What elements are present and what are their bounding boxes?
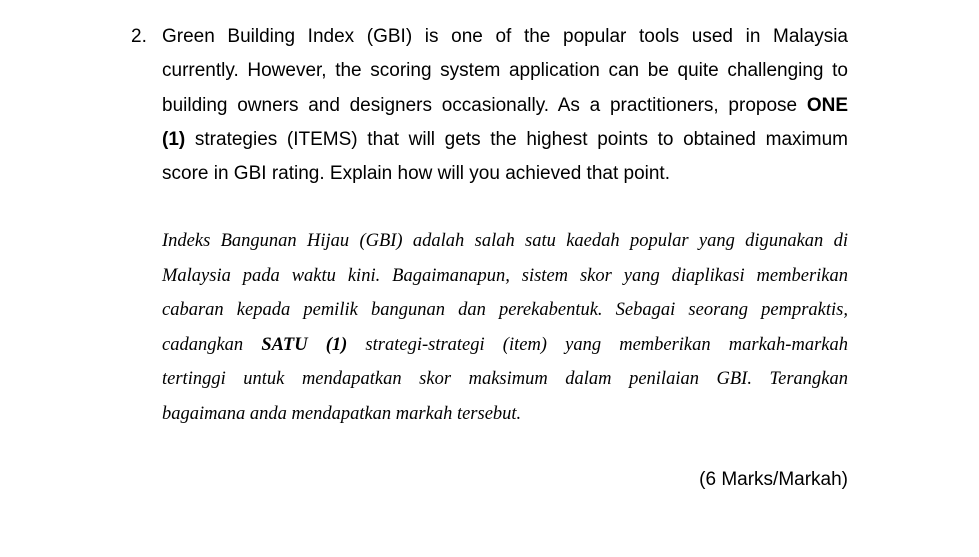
english-emphasis-count: (1): [162, 128, 186, 150]
question-text-malay: [162, 230, 848, 438]
malay-line-4-rest: strategi-strategi (item) yang memberikan markah-markah: [347, 334, 848, 355]
english-line-2: currently. However, the scoring system application can be quite challenging to: [162, 60, 848, 82]
question-number: 2.: [131, 26, 147, 47]
english-line-5: score in GBI rating. Explain how will you achieved that point.: [162, 163, 670, 184]
malay-emphasis-satu: SATU (1): [261, 334, 348, 355]
malay-line-3: cabaran kepada pemilik bangunan dan perekabentuk. Sebagai seorang pempraktis,: [162, 300, 848, 321]
english-line-4: [162, 129, 848, 151]
question-text-english: [162, 26, 848, 197]
malay-line-1: Indeks Bangunan Hijau (GBI) adalah salah satu kaedah popular yang digunakan di: [162, 231, 848, 251]
marks-label: (6 Marks/Markah): [699, 469, 848, 490]
english-line-3-text: building owners and designers occasionally. As a practitioners, propose: [162, 94, 807, 116]
malay-line-4-text: cadangkan: [162, 334, 262, 355]
malay-line-2: Malaysia pada waktu kini. Bagaimanapun, sistem skor yang diaplikasi memberikan: [162, 265, 848, 286]
english-emphasis-one: ONE: [806, 94, 848, 116]
malay-line-6: bagaimana anda mendapatkan markah tersebut.: [162, 403, 522, 424]
malay-line-4: [162, 334, 848, 356]
malay-line-5: tertinggi untuk mendapatkan skor maksimum dalam penilaian GBI. Terangkan: [162, 369, 848, 390]
english-line-4-text: strategies (ITEMS) that will gets the highest points to obtained maximum: [185, 128, 848, 150]
english-line-1: Green Building Index (GBI) is one of the popular tools used in Malaysia: [162, 26, 848, 47]
english-line-3: [162, 95, 848, 117]
